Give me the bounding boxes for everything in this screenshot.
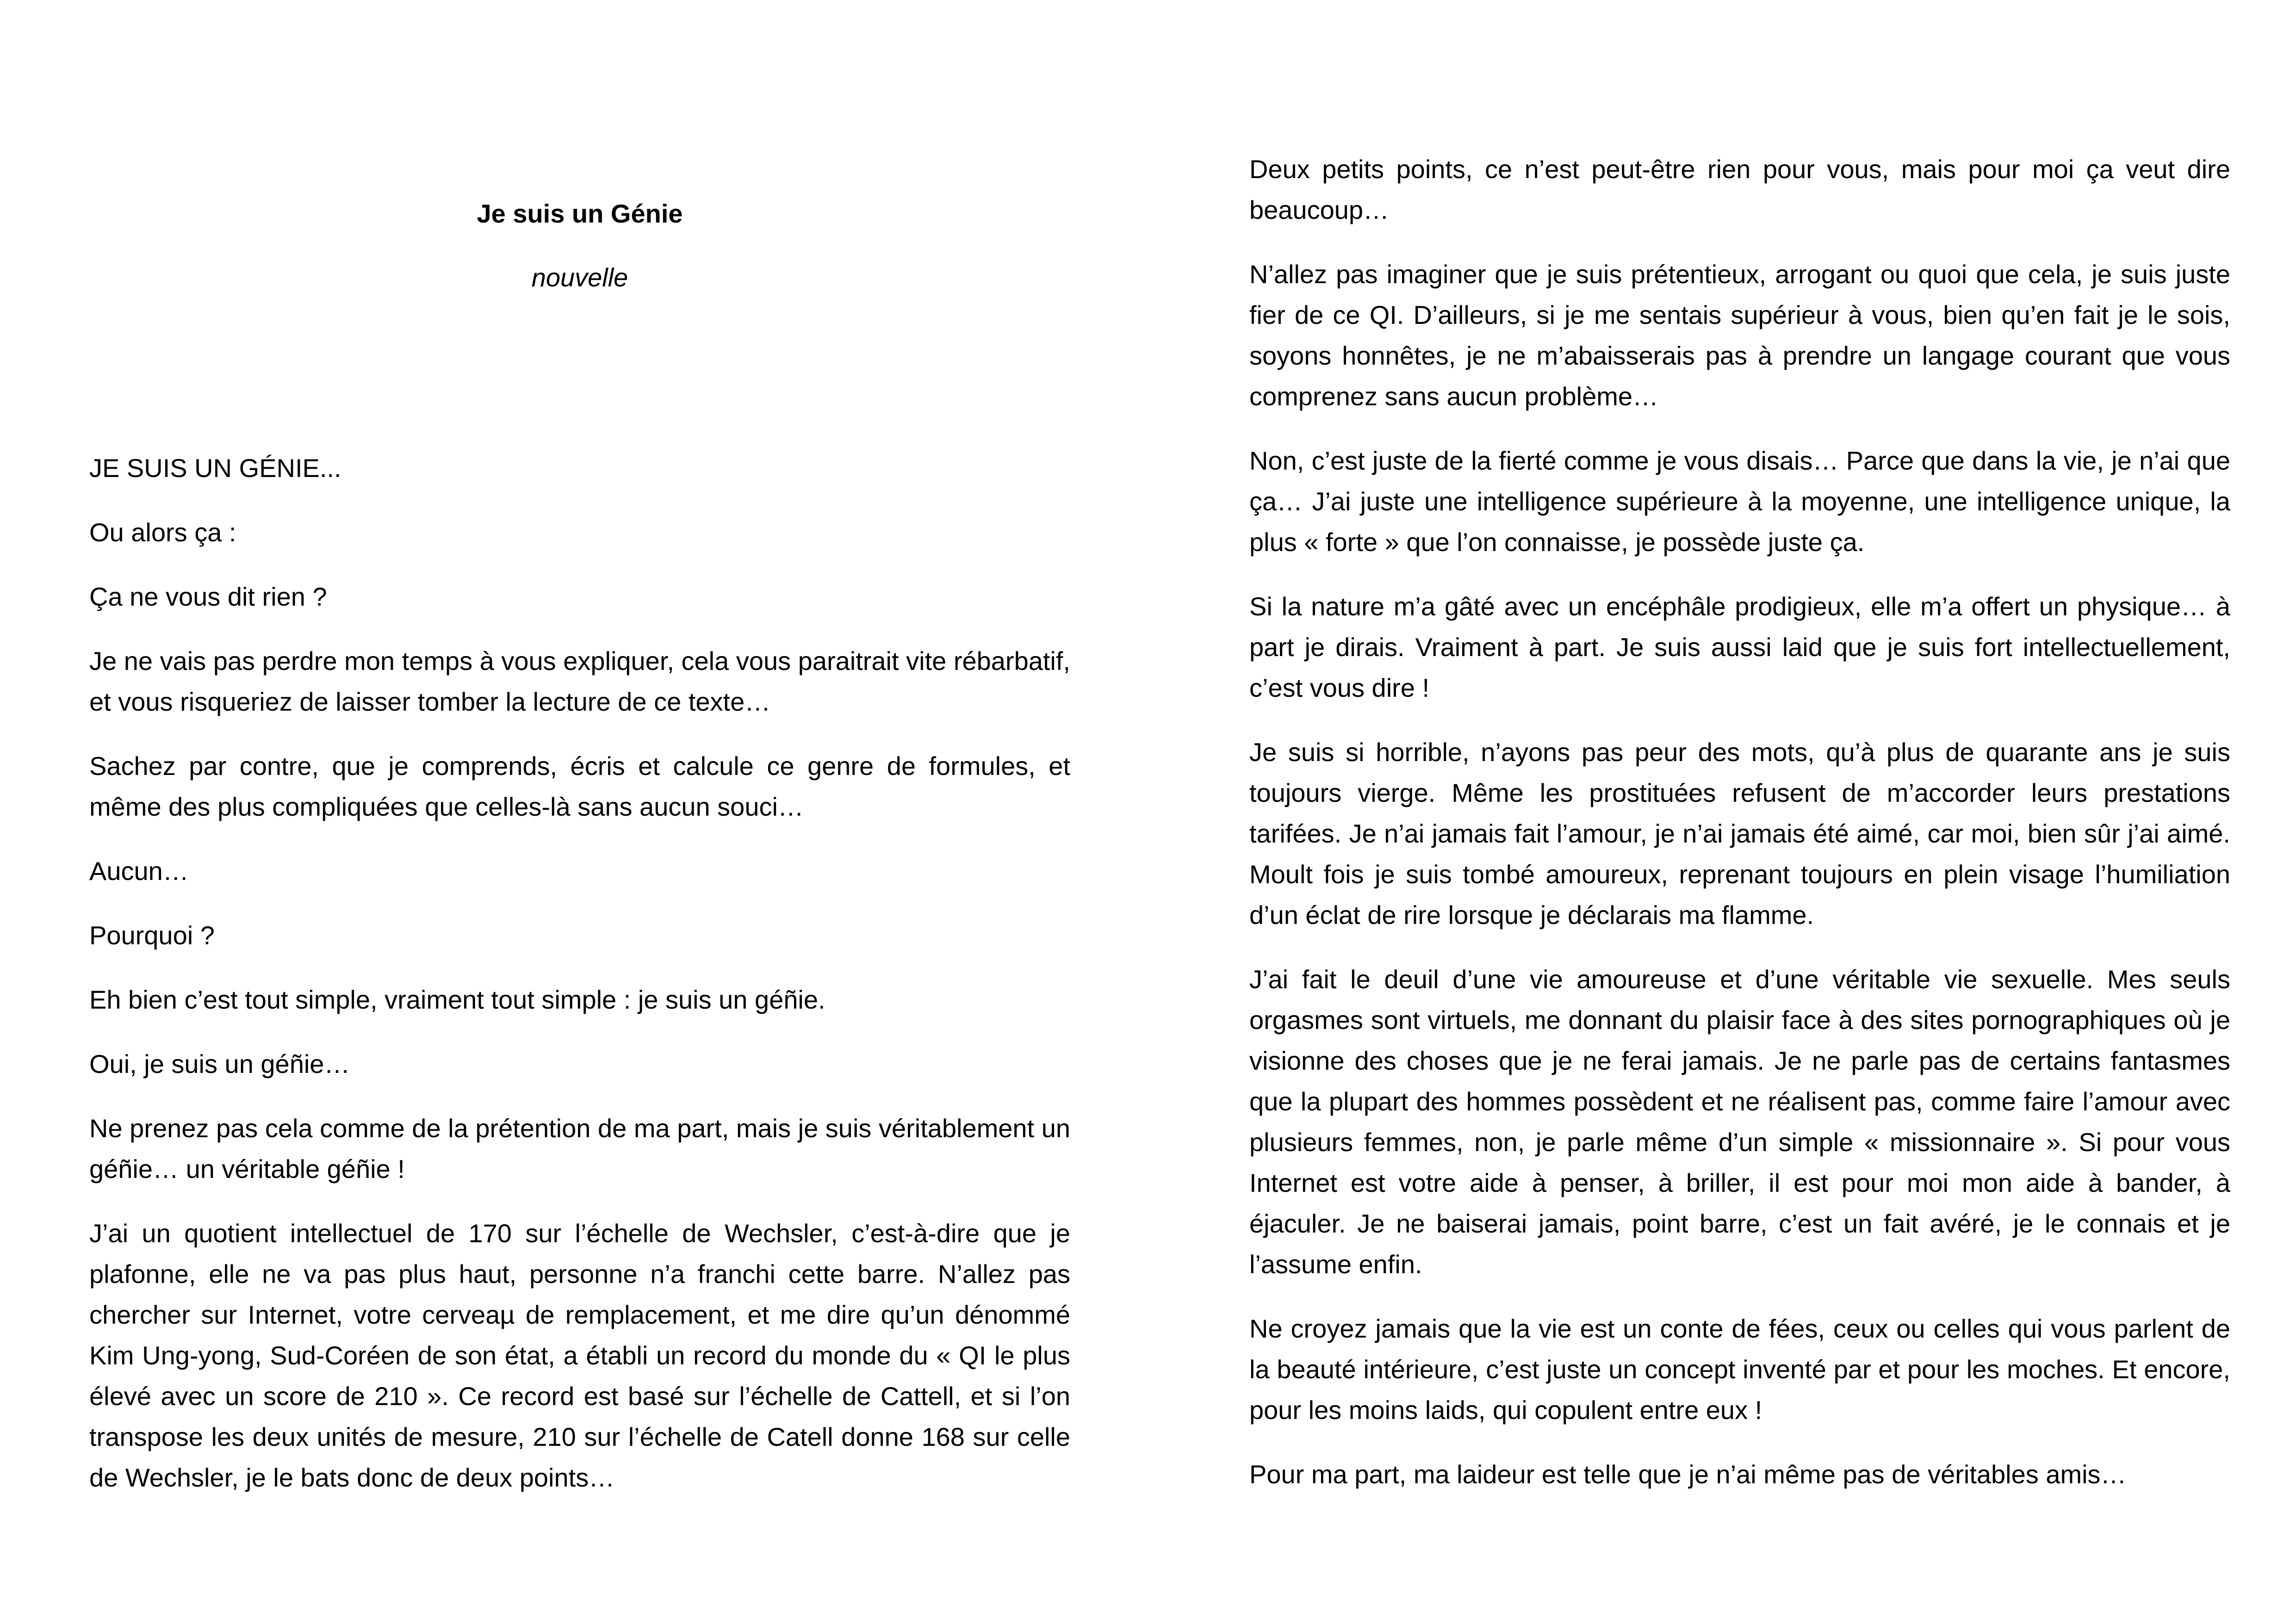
right-page — [1148, 0, 2296, 1623]
paragraph: J’ai un quotient intellectuel de 170 sur l’échelle de Wechsler, c’est-à-dire que je plafonne, elle ne va pas plus haut, personne n’a franchi cette barre. N’allez pas chercher sur Internet, votre cerveaµ de remplacement, et me dire qu’un dénommé Kim Ung-yong, Sud-Coréen de son état, a établi un record du monde du « QI le plus élevé avec un score de 210 ». Ce record est basé sur l’échelle de Cattell, et si l’on transpose les deux unités de mesure, 210 sur l’échelle de Catell donne 168 sur celle de Wechsler, je le bats donc de deux points… — [89, 1219, 1070, 1492]
paragraph: Ne croyez jamais que la vie est un conte de fées, ceux ou celles qui vous parlent de la beauté intérieure, c’est juste un concept inventé par et pour les moches. Et encore, pour les moins laids, qui copulent entre eux ! — [1249, 1314, 2230, 1425]
paragraph: Oui, je suis un géñie… — [89, 1049, 350, 1078]
paragraph: Deux petits points, ce n’est peut-être rien pour vous, mais pour moi ça veut dire beaucoup… — [1249, 155, 2230, 224]
paragraph: Je suis si horrible, n’ayons pas peur des mots, qu’à plus de quarante ans je suis toujours vierge. Même les prostituées refusent de m’accorder leurs prestations tarifées. Je n’ai jamais fait l’amour, je n’ai jamais été aimé, car moi, bien sûr j’ai aimé. Moult fois je suis tombé amoureux, reprenant toujours en plein visage l’humiliation d’un éclat de rire lorsque je déclarais ma flamme. — [1249, 737, 2230, 929]
paragraph: Si la nature m’a gâté avec un encéphâle prodigieux, elle m’a offert un physique… à part je dirais. Vraiment à part. Je suis aussi laid que je suis fort intellectuellement, c’est vous dire ! — [1249, 592, 2230, 702]
paragraph: Ça ne vous dit rien ? — [89, 582, 327, 611]
paragraph: Non, c’est juste de la fierté comme je vous disais… Parce que dans la vie, je n’ai que ça… J’ai juste une intelligence supérieure à la moyenne, une intelligence unique, la plus « forte » que l’on connaisse, je possède juste ça. — [1249, 446, 2230, 557]
story-subtitle: nouvelle — [531, 263, 628, 292]
left-page-body — [89, 448, 1070, 1522]
paragraph: Eh bien c’est tout simple, vraiment tout simple : je suis un géñie. — [89, 985, 825, 1014]
paragraph: N’allez pas imaginer que je suis prétentieux, arrogant ou quoi que cela, je suis juste fier de ce QI. D’ailleurs, si je me sentais supérieur à vous, bien qu’en fait je le sois, soyons honnêtes, je ne m’abaisserais pas à prendre un langage courant que vous comprenez sans aucun problème… — [1249, 260, 2230, 411]
paragraph: Pourquoi ? — [89, 921, 215, 950]
paragraph: Sachez par contre, que je comprends, écris et calcule ce genre de formules, et même des plus compliquées que celles-là sans aucun souci… — [89, 751, 1070, 821]
right-page-body — [1249, 149, 2230, 1518]
paragraph: Ne prenez pas cela comme de la prétention de ma part, mais je suis véritablement un géñie… un véritable géñie ! — [89, 1114, 1070, 1183]
paragraph: J’ai fait le deuil d’une vie amoureuse et d’une véritable vie sexuelle. Mes seuls orgasmes sont virtuels, me donnant du plaisir face à des sites pornographiques où je visionne des choses que je ne ferai jamais. Je ne parle pas de certains fantasmes que la plupart des hommes possèdent et ne réalisent pas, comme faire l’amour avec plusieurs femmes, non, je parle même d’un simple « missionnaire ». Si pour vous Internet est votre aide à penser, à briller, il est pour moi mon aide à bander, à éjaculer. Je ne baiserai jamais, point barre, c’est un fait avéré, je le connais et je l’assume enfin. — [1249, 965, 2230, 1279]
paragraph: Je ne vais pas perdre mon temps à vous expliquer, cela vous paraitrait vite rébarbatif, et vous risqueriez de laisser tomber la lecture de ce texte… — [89, 646, 1070, 716]
paragraph: JE SUIS UN GÉNIE... — [89, 453, 341, 483]
paragraph: Aucun… — [89, 856, 189, 886]
paragraph: Pour ma part, ma laideur est telle que je n’ai même pas de véritables amis… — [1249, 1460, 2127, 1489]
paragraph: Ou alors ça : — [89, 518, 236, 547]
story-title: Je suis un Génie — [477, 199, 683, 228]
